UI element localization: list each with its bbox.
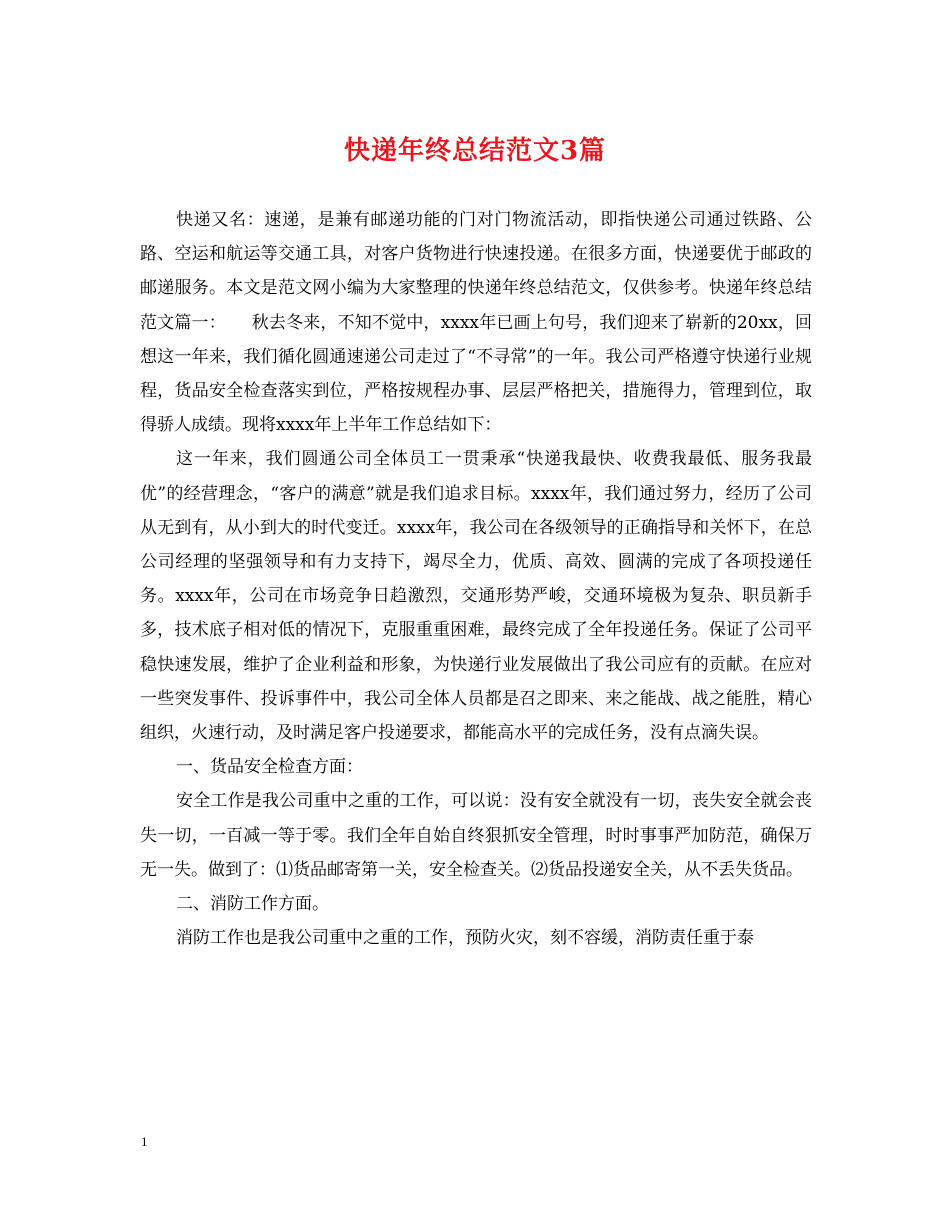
section-heading-fire-safety: 二、消防工作方面。 — [176, 894, 329, 915]
section-heading-goods-safety: 一、货品安全检查方面： — [176, 757, 363, 778]
paragraph-fire-safety: 消防工作也是我公司重中之重的工作，预防火灾，刻不容缓，消防责任重于泰 — [176, 928, 754, 949]
paragraph-review: 这一年来，我们圆通公司全体员工一贯秉承“快递我最快、收费我最低、服务我最优”的经营理念，“客户的满意”就是我们追求目标。xxxx年，我们通过努力，经历了公司从无到有，从小到大的时代变迁。xxxx年，我公司在各级领导的正确指导和关怀下，在总公司经理的坚强领导和有力支持下，竭尽全力，优质、高效、圆满的完成了各项投递任务。xxxx年，公司在市场竞争日趋激烈，交通形势严峻，交通环境极为复杂、职员新手多，技术底子相对低的情况下，克服重重困难，最终完成了全年投递任务。保证了公司平稳快速发展，维护了企业利益和形象，为快递行业发展做出了我公司应有的贡献。在应对一些突发事件、投诉事件中，我公司全体人员都是召之即来、来之能战、战之能胜，精心组织，火速行动，及时满足客户投递要求，都能高水平的完成任务，没有点滴失误。 — [140, 449, 812, 744]
paragraph-intro: 快递又名：速递，是兼有邮递功能的门对门物流活动，即指快递公司通过铁路、公路、空运和航运等交通工具，对客户货物进行快速投递。在很多方面，快递要优于邮政的邮递服务。本文是范文网小编为大家整理的快递年终总结范文，仅供参考。快递年终总结范文篇一： 秋去冬来，不知不觉中，xxxx年已画上句号，我们迎来了崭新的20xx，回想这一年来，我们循化圆通速递公司走过了“不寻常”的一年。我公司严格遵守快递行业规程，货品安全检查落实到位，严格按规程办事、层层严格把关，措施得力，管理到位，取得骄人成绩。现将xxxx年上半年工作总结如下： — [140, 210, 812, 436]
paragraph-goods-safety: 安全工作是我公司重中之重的工作，可以说：没有安全就没有一切，丧失安全就会丧失一切，一百减一等于零。我们全年自始自终狠抓安全管理，时时事事严加防范，确保万无一失。做到了：⑴货品邮寄第一关，安全检查关。⑵货品投递安全关，从不丢失货品。 — [140, 791, 812, 880]
document-title: 快递年终总结范文3篇 — [343, 136, 607, 166]
page-number: 1 — [141, 1134, 148, 1149]
document-body — [140, 203, 812, 955]
